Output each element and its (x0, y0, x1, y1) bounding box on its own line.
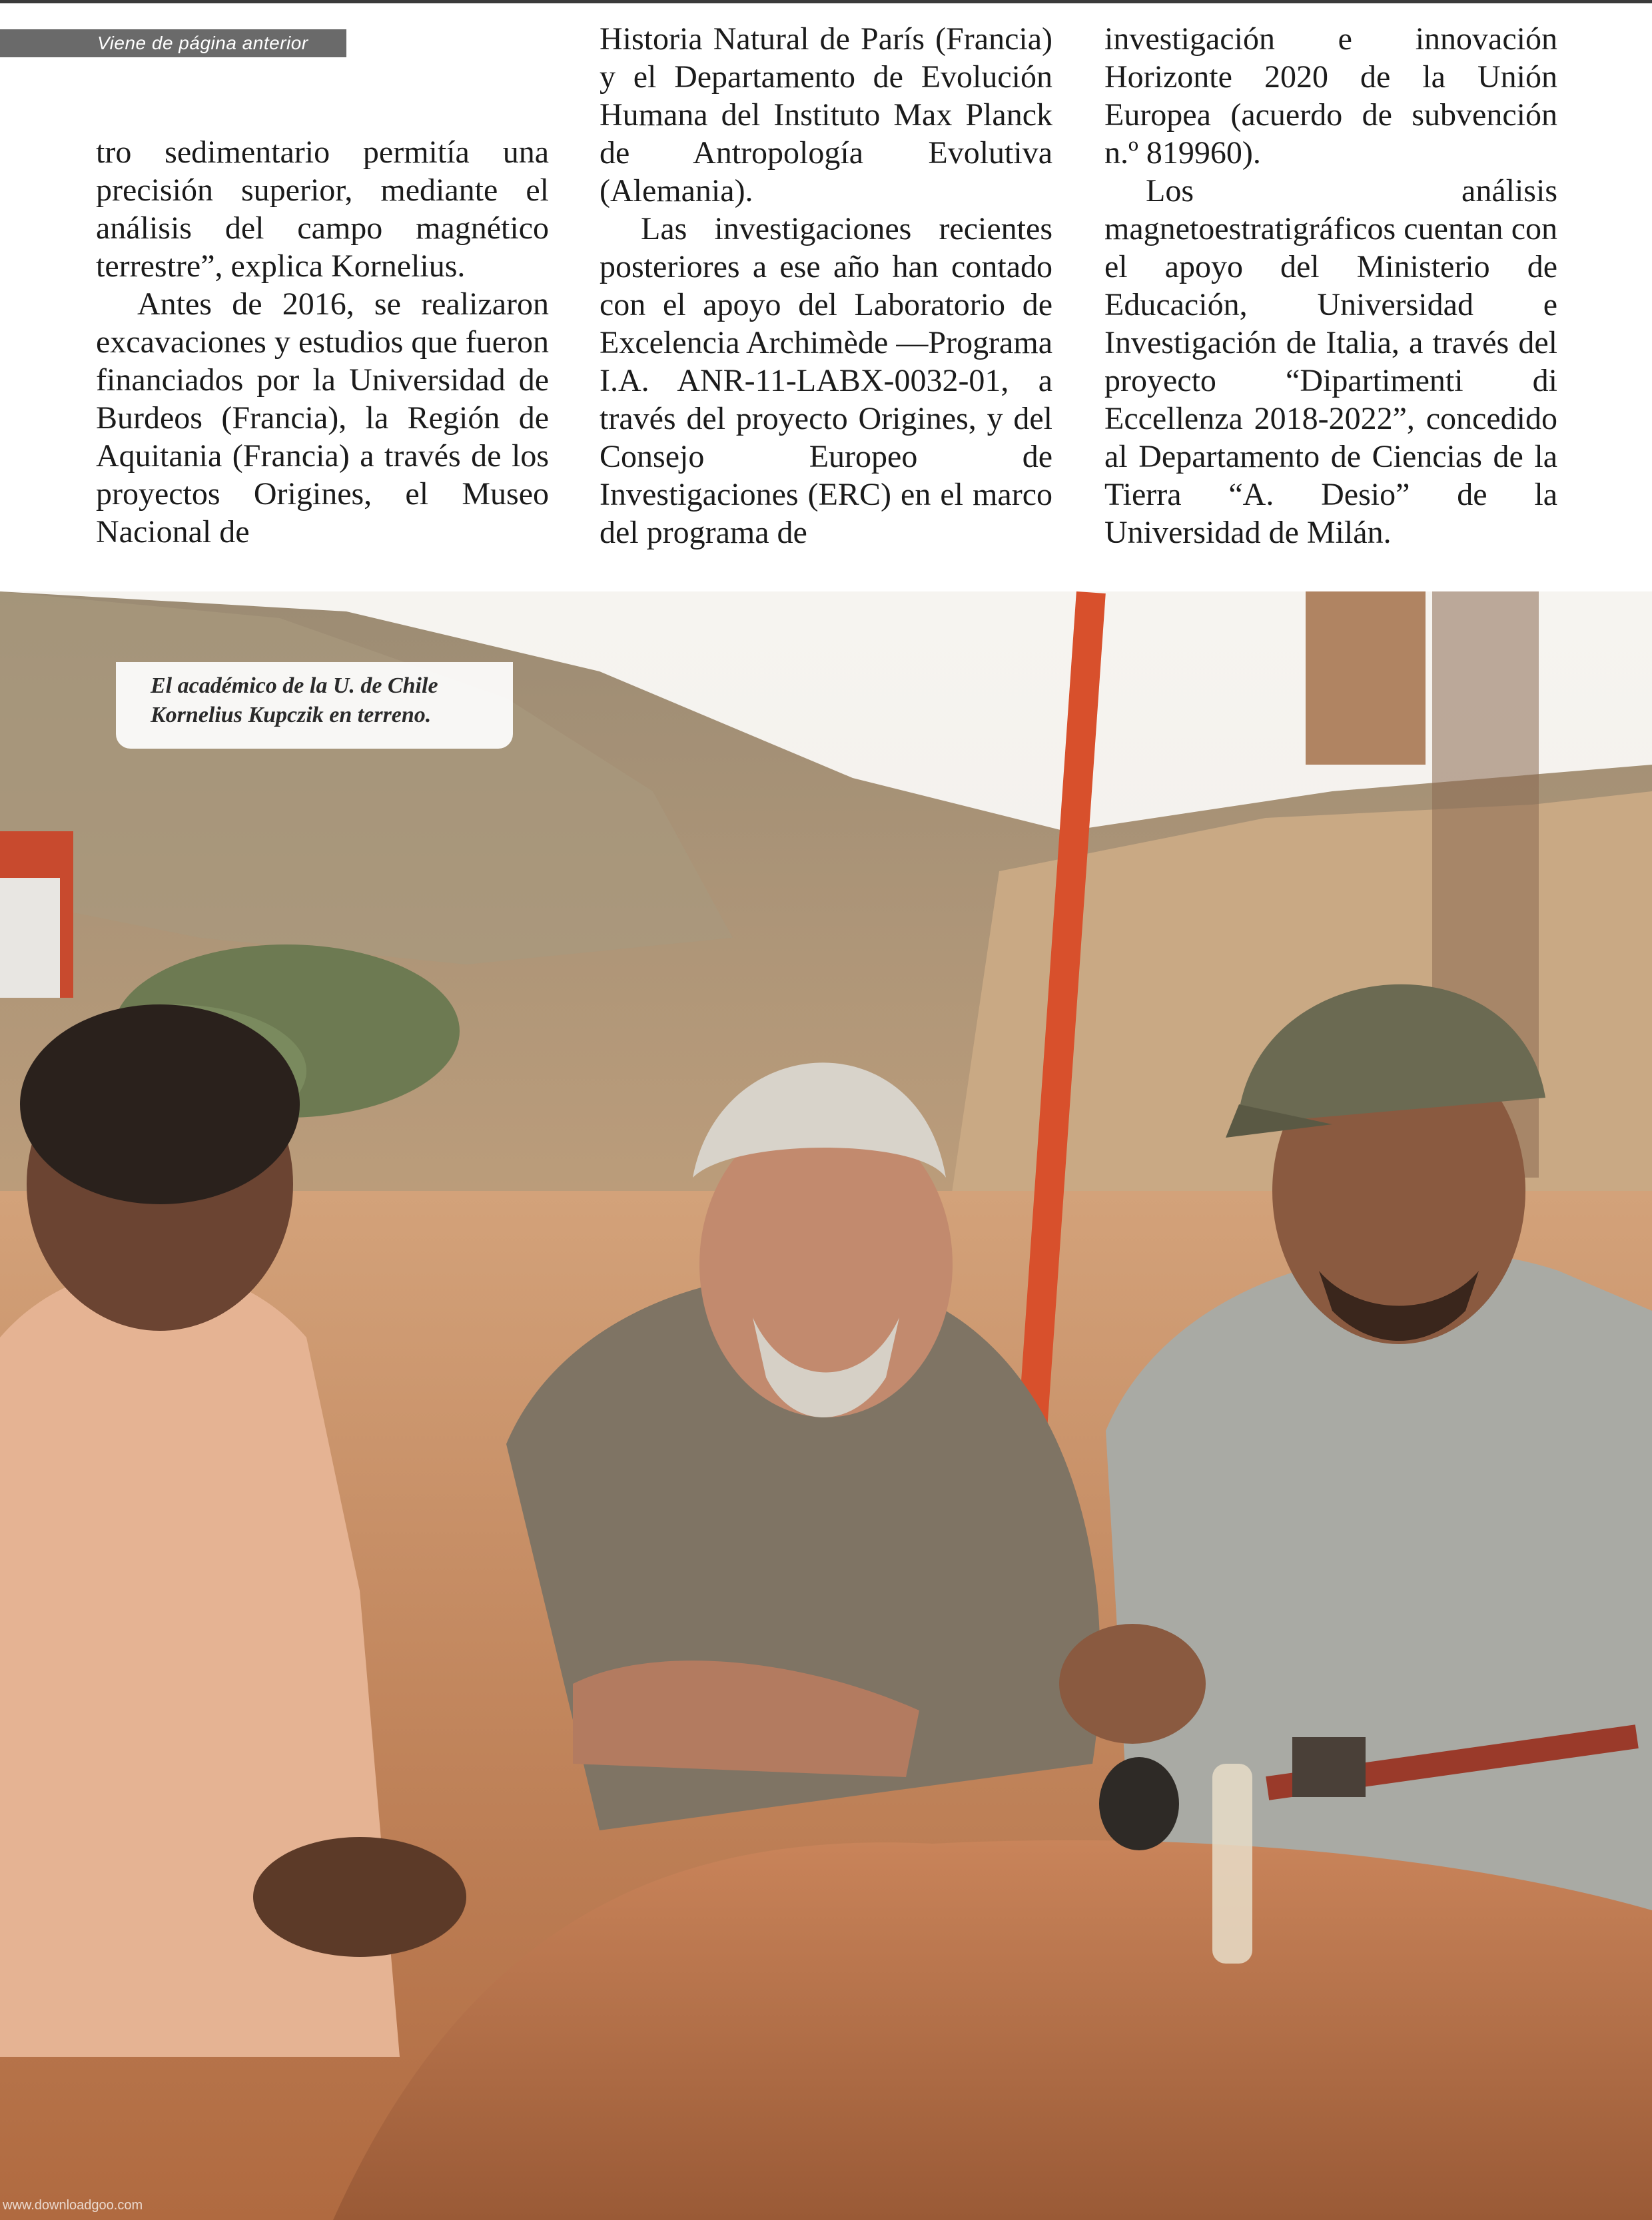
caption-line-1: El académico de la U. de Chile (151, 673, 438, 698)
paragraph: Historia Natural de París (Francia) y el Departamento de Evolución Humana del Instituto Max Planck de Antropología Evolutiva (Alemania). (600, 21, 1052, 208)
top-rule (0, 0, 1652, 3)
paragraph: Las investigaciones recientes posteriores a ese año han contado con el apoyo del Laboratorio de Excelencia Archimède —Programa I.A. ANR-11-LABX-0032-01, a través del proyecto Origines, y del Consejo Europeo de Investigaciones (ERC) en el marco del programa de (600, 211, 1052, 550)
text-column-2 (600, 20, 1052, 552)
worker-left-hand (253, 1837, 466, 1957)
text-column-1 (96, 133, 549, 551)
text-column-3 (1104, 20, 1557, 552)
water-bottle (1212, 1764, 1252, 1964)
photo-credit: www.downloadgoo.com (3, 2198, 143, 2213)
paragraph: Los análisis magnetoestratigráficos cuentan con el apoyo del Ministerio de Educación, Universidad e Investigación de Italia, a través del proyecto “Dipartimenti di Eccellenza 2018-2022”, concedido al Departamento de Ciencias de la Tierra “A. Desio” de la Universidad de Milán. (1104, 173, 1557, 550)
worker-right-hand (1059, 1624, 1206, 1744)
wooden-post (1306, 591, 1426, 765)
caption-line-2: Kornelius Kupczik en terreno. (151, 703, 432, 727)
distant-structure-wall (0, 878, 60, 998)
field-photo-illustration (0, 591, 1652, 2220)
brush-tool (1099, 1757, 1179, 1850)
paragraph: tro sedimentario permitía una precisión superior, mediante el análisis del campo magnético terrestre”, explica Kornelius. (96, 135, 549, 284)
worker-right-shirt (1106, 1251, 1652, 1924)
field-photo (0, 591, 1652, 2220)
worker-left-hair (20, 1004, 300, 1204)
photo-caption (116, 662, 513, 749)
continued-from-previous-page-tag: Viene de página anterior (0, 29, 346, 57)
hammer-head (1292, 1737, 1366, 1797)
paragraph: investigación e innovación Horizonte 2020 de la Unión Europea (acuerdo de subvención n.º 819960). (1104, 21, 1557, 171)
paragraph: Antes de 2016, se realizaron excavaciones y estudios que fueron financiados por la Universidad de Burdeos (Francia), la Región de Aquitania (Francia) a través de los proyectos Origines, el Museo Nacional de (96, 286, 549, 550)
